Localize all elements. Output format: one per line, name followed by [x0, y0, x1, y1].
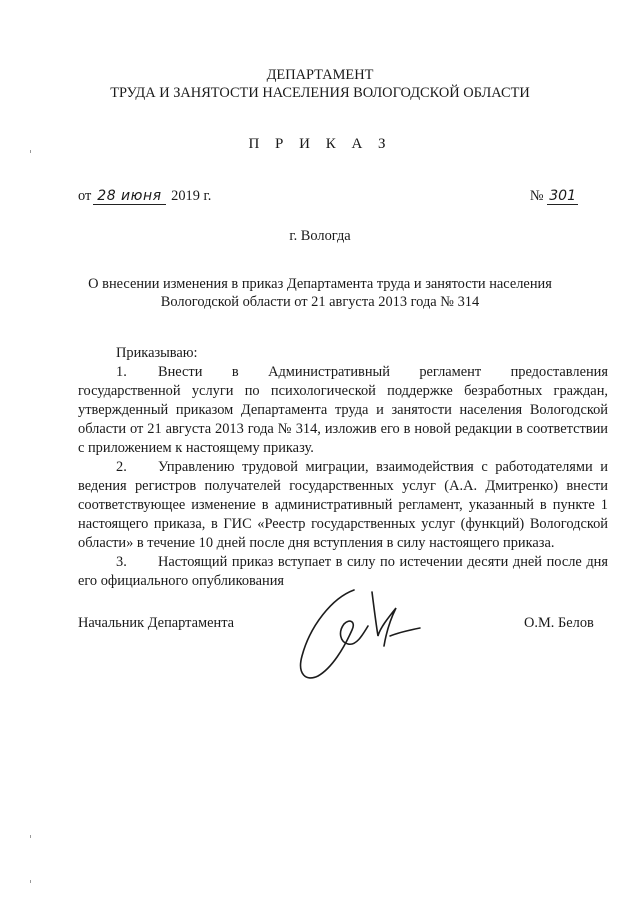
item-number: 2. — [116, 459, 127, 475]
number-handwritten: 301 — [549, 188, 576, 204]
header-line-1: ДЕПАРТАМЕНТ — [266, 67, 374, 83]
date-handwritten: 28 июня — [93, 188, 165, 205]
date-year: 2019 г. — [171, 188, 212, 204]
item-number: 3. — [116, 554, 127, 570]
body-intro: Приказываю: — [116, 345, 198, 361]
body-item-2 — [78, 458, 608, 553]
body-item-1 — [78, 363, 608, 458]
document-title: П Р И К А З — [248, 136, 392, 152]
order-date — [78, 188, 211, 205]
date-prefix: от — [78, 188, 92, 204]
signatory-position: Начальник Департамента — [78, 615, 235, 631]
city: г. Вологда — [289, 228, 351, 244]
item-text: Внести в Административный регламент предоставления государственной услуги по психологической поддержке безработных граждан, утвержденный приказом Департамента труда и занятости населения Вологодской области от 21 августа 2013 года № 314, изложив его в новой редакции в соответствии с приложением к настоящему приказу. — [78, 364, 608, 456]
subject-line-1: О внесении изменения в приказ Департамента труда и занятости населения — [88, 276, 552, 292]
number-prefix: № — [529, 188, 544, 204]
order-body — [78, 344, 608, 591]
item-text: Управлению трудовой миграции, взаимодействия с работодателями и ведения регистров получателей государственных услуг (А.А. Дмитренко) внести соответствующее изменение в административный регламент, указанный в пункте 1 настоящего приказа, в ГИС «Реестр государственных услуг (функций) Вологодской области» в течение 10 дней после дня вступления в силу настоящего приказа. — [78, 459, 608, 551]
handwritten-signature — [292, 578, 442, 688]
signatory-name: О.М. Белов — [524, 615, 594, 631]
order-number — [530, 188, 578, 205]
scan-mark — [30, 150, 31, 153]
scan-mark — [30, 835, 31, 838]
header-line-2: ТРУДА И ЗАНЯТОСТИ НАСЕЛЕНИЯ ВОЛОГОДСКОЙ ОБЛАСТИ — [110, 85, 530, 101]
scan-mark — [30, 880, 31, 883]
item-number: 1. — [116, 364, 127, 380]
item-text: Настоящий приказ вступает в силу по истечении десяти дней после дня его официального опубликования — [78, 554, 608, 589]
subject-line-2: Вологодской области от 21 августа 2013 года № 314 — [160, 294, 480, 310]
